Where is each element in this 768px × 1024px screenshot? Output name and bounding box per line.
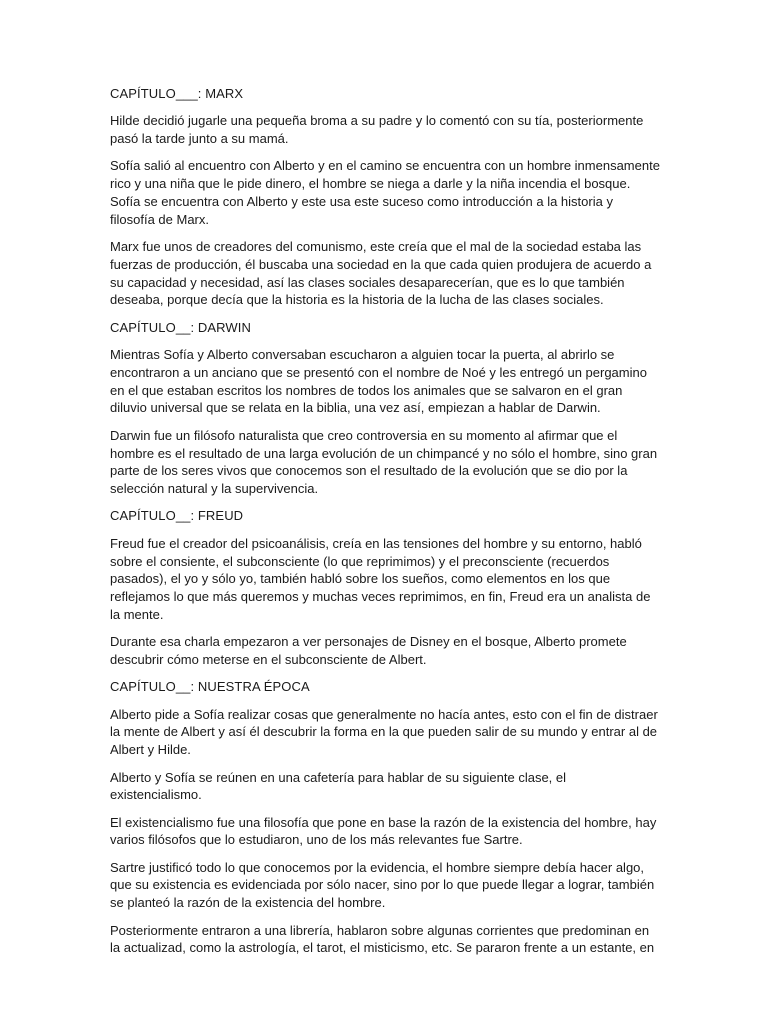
chapter-heading-nuestra-epoca: CAPÍTULO__: NUESTRA ÉPOCA [110, 679, 310, 695]
paragraph-disney-bosque: Durante esa charla empezaron a ver personajes de Disney en el bosque, Alberto promete descubrir cómo meterse en el subconsciente de Albert. [110, 634, 627, 668]
paragraph-freud-psicoanalisis: Freud fue el creador del psicoanálisis, creía en las tensiones del hombre y su entorno, habló sobre el consiente, el subconsciente (lo que reprimimos) y el preconsciente (recuerdos pasados), el yo y sólo yo, también habló sobre los sueños, como elementos en los que reflejamos lo que más queremos y muchas veces reprimimos, en fin, Freud era un analista de la mente. [110, 535, 651, 622]
paragraph-existencialismo: El existencialismo fue una filosofía que pone en base la razón de la existencia del hombre, hay varios filósofos que lo estudiaron, uno de los más relevantes fue Sartre. [110, 814, 657, 848]
document-page [110, 85, 660, 967]
chapter-heading-darwin: CAPÍTULO__: DARWIN [110, 319, 251, 335]
chapter-heading-marx: CAPÍTULO___: MARX [110, 86, 244, 101]
paragraph-marx-comunismo: Marx fue unos de creadores del comunismo, este creía que el mal de la sociedad estaba las fuerzas de producción, él buscaba una sociedad en la que cada quien produjera de acuerdo a su capacidad y necesidad, así las clases sociales desaparecerían, que es lo que también deseaba, porque decía que la historia es la historia de la lucha de las clases sociales. [110, 239, 652, 308]
paragraph-darwin-evolucion: Darwin fue un filósofo naturalista que creo controversia en su momento al afirmar que el hombre es el resultado de una larga evolución de un chimpancé y no sólo el hombre, sino gran parte de los seres vivos que conocemos son el resultado de la evolución que se dio por la selección natural y la supervivencia. [110, 427, 658, 497]
chapter-heading-freud: CAPÍTULO__: FREUD [110, 508, 244, 524]
paragraph-alberto-distraer: Alberto pide a Sofía realizar cosas que generalmente no hacía antes, esto con el fin de distraer la mente de Albert y así él descubrir la forma en la que pueden salir de su mundo y entrar al de Albert y Hilde. [110, 706, 658, 758]
paragraph-sartre: Sartre justificó todo lo que conocemos por la evidencia, el hombre siempre debía hacer algo, que su existencia es evidenciada por sólo nacer, sino por lo que puede llegar a lograr, también se planteó la razón de la existencia del hombre. [110, 859, 655, 911]
paragraph-libreria: Posteriormente entraron a una librería, hablaron sobre algunas corrientes que predominan en la actualizad, como la astrología, el tarot, el misticismo, etc. Se pararon frente a un estante, en [110, 922, 655, 956]
paragraph-sofia-encuentro: Sofía salió al encuentro con Alberto y en el camino se encuentra con un hombre inmensamente rico y una niña que le pide dinero, el hombre se niega a darle y la niña incendia el bosque. Sofía se encuentra con Alberto y este usa este suceso como introducción a la historia y filosofía de Marx. [110, 158, 660, 227]
paragraph-hilde-broma: Hilde decidió jugarle una pequeña broma a su padre y lo comentó con su tía, posteriormente pasó la tarde junto a su mamá. [110, 113, 644, 147]
paragraph-cafeteria: Alberto y Sofía se reúnen en una cafetería para hablar de su siguiente clase, el existencialismo. [110, 769, 567, 803]
paragraph-noe-pergamino: Mientras Sofía y Alberto conversaban escucharon a alguien tocar la puerta, al abrirlo se encontraron a un anciano que se presentó con el nombre de Noé y les entregó un pergamino en el que estaban escritos los nombres de todos los animales que se salvaron en el gran diluvio universal que se relata en la biblia, una vez así, empiezan a hablar de Darwin. [110, 347, 647, 416]
